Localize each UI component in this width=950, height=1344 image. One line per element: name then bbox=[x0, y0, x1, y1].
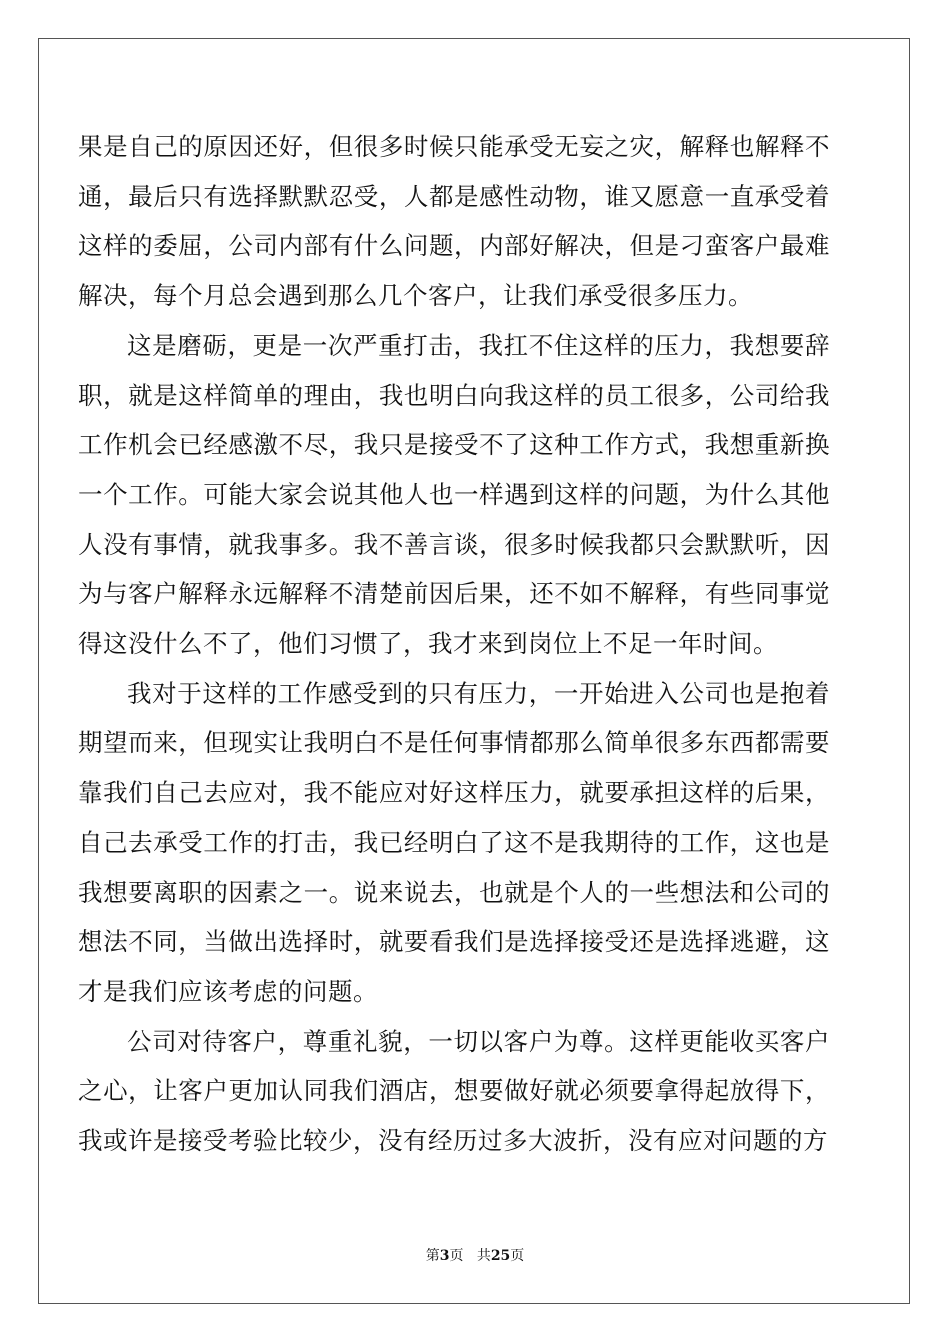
page-number: 3 bbox=[439, 1248, 450, 1264]
total-prefix: 共 bbox=[476, 1248, 491, 1264]
page-suffix: 页 bbox=[449, 1248, 464, 1264]
total-pages: 25 bbox=[490, 1248, 511, 1264]
total-suffix: 页 bbox=[510, 1248, 525, 1264]
paragraph-2: 这是磨砺，更是一次严重打击，我扛不住这样的压力，我想要辞职，就是这样简单的理由，我也明白向我这样的员工很多，公司给我工作机会已经感激不尽，我只是接受不了这种工作方式，我想重新换一个工作。可能大家会说其他人也一样遇到这样的问题，为什么其他人没有事情，就我事多。我不善言谈，很多时候我都只会默默听，因为与客户解释永远解释不清楚前因后果，还不如不解释，有些同事觉得这没什么不了，他们习惯了，我才来到岗位上不足一年时间。 bbox=[78, 330, 830, 659]
document-body bbox=[78, 122, 830, 1166]
paragraph-1: 果是自己的原因还好，但很多时候只能承受无妄之灾，解释也解释不通，最后只有选择默默忍受，人都是感性动物，谁又愿意一直承受着这样的委屈，公司内部有什么问题，内部好解决，但是刁蛮客户最难解决，每个月总会遇到那么几个客户，让我们承受很多压力。 bbox=[78, 132, 830, 311]
paragraph-4: 公司对待客户，尊重礼貌，一切以客户为尊。这样更能收买客户之心，让客户更加认同我们酒店，想要做好就必须要拿得起放得下，我或许是接受考验比较少，没有经历过多大波折，没有应对问题的方 bbox=[78, 1026, 830, 1156]
paragraph-3: 我对于这样的工作感受到的只有压力，一开始进入公司也是抱着期望而来，但现实让我明白不是任何事情都那么简单很多东西都需要靠我们自己去应对，我不能应对好这样压力，就要承担这样的后果，自己去承受工作的打击，我已经明白了这不是我期待的工作，这也是我想要离职的因素之一。说来说去，也就是个人的一些想法和公司的想法不同，当做出选择时，就要看我们是选择接受还是选择逃避，这才是我们应该考虑的问题。 bbox=[78, 678, 830, 1006]
page-footer bbox=[0, 1245, 950, 1265]
page-prefix: 第 bbox=[425, 1248, 440, 1264]
